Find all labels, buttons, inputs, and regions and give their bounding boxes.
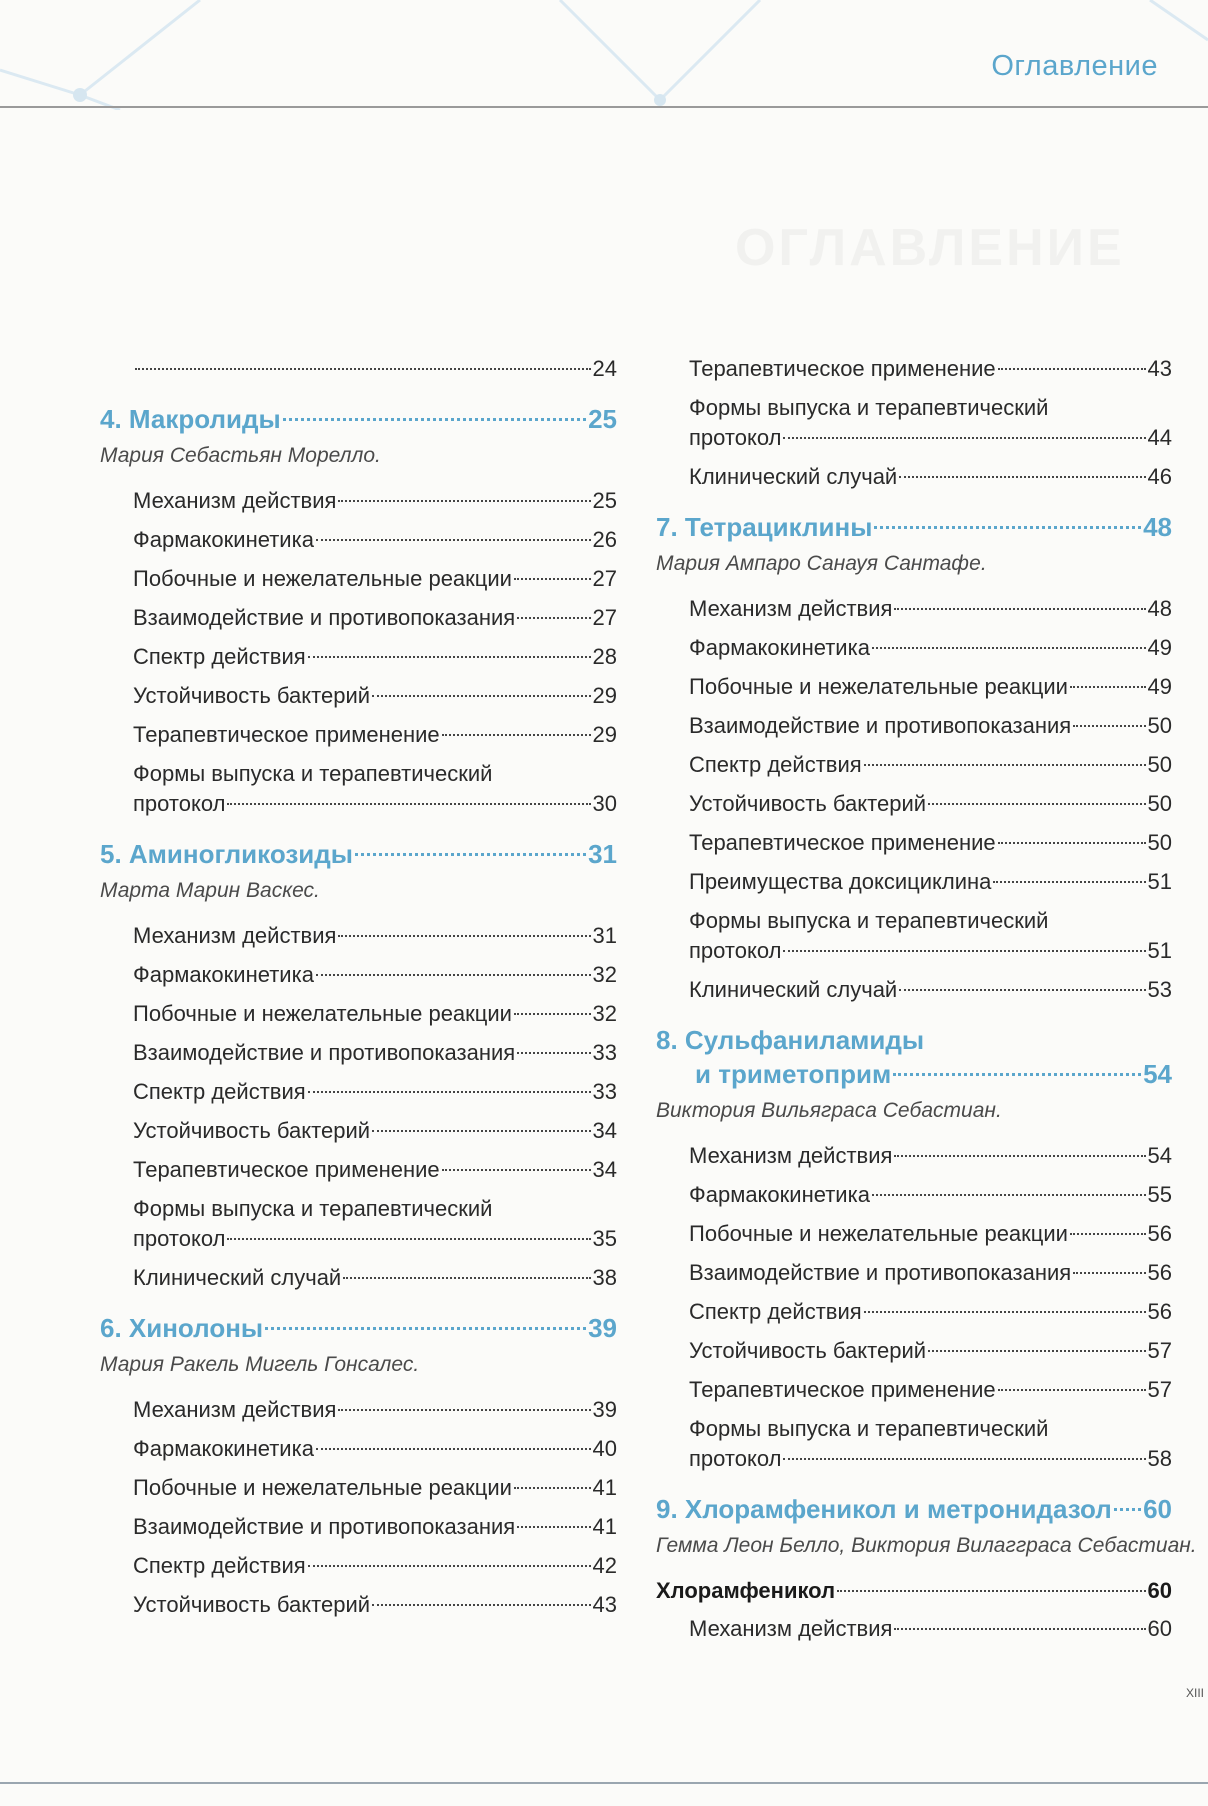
dot-leader — [864, 764, 1146, 766]
section-link[interactable] — [656, 1576, 1172, 1606]
toc-entry — [656, 789, 1172, 819]
entry-page: 54 — [1147, 1143, 1172, 1168]
chapter-author: Мария Ампаро Санауя Сантафе. — [656, 552, 987, 575]
toc-entry-link[interactable] — [133, 1116, 617, 1146]
toc-entry — [656, 1297, 1172, 1327]
entry-page: 38 — [592, 1265, 617, 1290]
dot-leader — [783, 437, 1145, 439]
dot-leader — [837, 1590, 1145, 1592]
toc-entry — [656, 750, 1172, 780]
entry-page: 60 — [1143, 1494, 1172, 1524]
toc-entry — [100, 1038, 617, 1068]
entry-page: 29 — [592, 683, 617, 708]
entry-label: Устойчивость бактерий — [133, 1118, 371, 1143]
dot-leader — [998, 842, 1146, 844]
entry-page: 50 — [1147, 830, 1172, 855]
toc-entry — [656, 1414, 1172, 1474]
dot-leader — [316, 1448, 591, 1450]
dot-leader — [783, 950, 1145, 952]
toc-entry — [100, 1551, 617, 1581]
toc-entry — [656, 1336, 1172, 1366]
chapter-author: Мария Себастьян Морелло. — [100, 444, 381, 467]
dot-leader — [338, 500, 590, 502]
chapter-title-line1: 8. Сульфаниламиды — [656, 1025, 925, 1055]
toc-entry — [656, 975, 1172, 1005]
entry-page: 43 — [592, 1592, 617, 1617]
entry-label: Спектр действия — [133, 1553, 306, 1578]
dot-leader — [316, 974, 591, 976]
toc-entry — [100, 603, 617, 633]
running-header-title: Оглавление — [991, 50, 1158, 82]
entry-page: 50 — [1147, 791, 1172, 816]
toc-entry — [100, 999, 617, 1029]
toc-entry — [100, 720, 617, 750]
toc-entry — [100, 759, 617, 819]
entry-label: Клинический случай — [689, 464, 898, 489]
toc-entry-link[interactable] — [689, 1297, 1172, 1327]
chapter-heading — [656, 510, 1172, 544]
entry-page: 53 — [1147, 977, 1172, 1002]
entry-page: 27 — [592, 566, 617, 591]
dot-leader — [308, 1091, 591, 1093]
toc-entry — [656, 633, 1172, 663]
entry-label: 4. Макролиды — [100, 404, 281, 434]
chapter-author: Марта Марин Васкес. — [100, 879, 320, 902]
dot-leader — [899, 989, 1145, 991]
toc-entry-link[interactable] — [133, 1038, 617, 1068]
toc-entry-link[interactable] — [689, 1444, 1172, 1474]
toc-entry-link[interactable] — [133, 564, 617, 594]
dot-leader — [1073, 1272, 1145, 1274]
dot-leader — [899, 476, 1145, 478]
entry-page: 50 — [1147, 713, 1172, 738]
toc-entry — [100, 681, 617, 711]
entry-label-line1: Формы выпуска и терапевтический — [689, 1416, 1049, 1441]
dot-leader — [998, 1389, 1146, 1391]
dot-leader — [372, 695, 591, 697]
dot-leader — [993, 881, 1145, 883]
toc-entry-link[interactable] — [133, 789, 617, 819]
toc-entry-link[interactable] — [133, 354, 617, 384]
entry-page: 60 — [1147, 1578, 1172, 1603]
entry-label: протокол — [133, 791, 226, 816]
toc-entry-link[interactable] — [133, 486, 617, 516]
entry-page: 33 — [592, 1040, 617, 1065]
entry-page: 56 — [1147, 1221, 1172, 1246]
toc-entry-link[interactable] — [689, 711, 1172, 741]
toc-entry-link[interactable] — [689, 1375, 1172, 1405]
entry-page: 34 — [592, 1118, 617, 1143]
dot-leader — [442, 1169, 591, 1171]
dot-leader — [517, 1526, 590, 1528]
section-heading — [656, 1576, 1172, 1606]
dot-leader — [135, 368, 591, 370]
entry-label: Устойчивость бактерий — [689, 1338, 927, 1363]
toc-entry — [100, 1395, 617, 1425]
entry-label: Взаимодействие и противопоказания — [689, 713, 1072, 738]
dot-leader — [893, 1073, 1141, 1076]
toc-entry — [656, 867, 1172, 897]
entry-label-line1: Формы выпуска и терапевтический — [133, 1196, 493, 1221]
toc-entry-link[interactable] — [689, 936, 1172, 966]
dot-leader — [1073, 725, 1145, 727]
chapter-heading — [100, 402, 617, 436]
entry-label: Спектр действия — [133, 644, 306, 669]
chapter-link[interactable] — [656, 1057, 1172, 1091]
entry-label: Побочные и нежелательные реакции — [133, 1475, 512, 1500]
toc-entry-link[interactable] — [689, 633, 1172, 663]
dot-leader — [372, 1604, 591, 1606]
entry-page: 56 — [1147, 1299, 1172, 1324]
dot-leader — [514, 1487, 591, 1489]
toc-entry-link[interactable] — [689, 1219, 1172, 1249]
entry-page: 54 — [1143, 1059, 1172, 1089]
dot-leader — [372, 1130, 591, 1132]
toc-entry — [100, 486, 617, 516]
toc-entry-link[interactable] — [689, 1336, 1172, 1366]
entry-label: Фармакокинетика — [133, 1436, 314, 1461]
dot-leader — [308, 1565, 591, 1567]
entry-label: Терапевтическое применение — [133, 1157, 440, 1182]
entry-page: 39 — [592, 1397, 617, 1422]
toc-entry — [100, 1194, 617, 1254]
toc-entry-link[interactable] — [133, 1512, 617, 1542]
entry-label: Преимущества доксициклина — [689, 869, 992, 894]
toc-entry-link[interactable] — [133, 1395, 617, 1425]
toc-entry-link[interactable] — [133, 921, 617, 951]
toc-entry-link[interactable] — [689, 354, 1172, 384]
dot-leader — [442, 734, 591, 736]
dot-leader — [783, 1458, 1145, 1460]
toc-entry — [100, 1116, 617, 1146]
dot-leader — [872, 647, 1146, 649]
toc-entry-link[interactable] — [133, 1155, 617, 1185]
dot-leader — [338, 935, 590, 937]
entry-page: 35 — [592, 1226, 617, 1251]
chapter-link[interactable] — [100, 837, 617, 871]
dot-leader — [514, 1013, 591, 1015]
entry-page: 33 — [592, 1079, 617, 1104]
dot-leader — [338, 1409, 590, 1411]
chapter-link[interactable] — [100, 1311, 617, 1345]
dot-leader — [316, 539, 591, 541]
entry-label: Механизм действия — [133, 488, 337, 513]
toc-entry-link[interactable] — [689, 672, 1172, 702]
entry-page: 49 — [1147, 674, 1172, 699]
entry-label: протокол — [689, 1446, 782, 1471]
toc-entry — [100, 1434, 617, 1464]
dot-leader — [894, 1628, 1145, 1630]
toc-entry-link[interactable] — [689, 594, 1172, 624]
ghost-title: ОГЛАВЛЕНИЕ — [735, 219, 1125, 277]
toc-entry-link[interactable] — [133, 525, 617, 555]
toc-entry — [100, 564, 617, 594]
entry-page: 50 — [1147, 752, 1172, 777]
toc-entry — [656, 594, 1172, 624]
toc-entry-link[interactable] — [689, 423, 1172, 453]
toc-entry-link[interactable] — [133, 1224, 617, 1254]
entry-label: Фармакокинетика — [133, 962, 314, 987]
entry-page: 25 — [592, 488, 617, 513]
toc-entry-link[interactable] — [689, 750, 1172, 780]
entry-label: Устойчивость бактерий — [689, 791, 927, 816]
entry-page: 28 — [592, 644, 617, 669]
dot-leader — [874, 526, 1141, 529]
entry-page: 31 — [588, 839, 617, 869]
page-number: XIII — [1186, 1686, 1205, 1700]
entry-label: Клинический случай — [689, 977, 898, 1002]
dot-leader — [227, 803, 590, 805]
toc-entry — [100, 1512, 617, 1542]
dot-leader — [928, 803, 1146, 805]
entry-label: Взаимодействие и противопоказания — [133, 605, 516, 630]
dot-leader — [894, 1155, 1145, 1157]
entry-label: Взаимодействие и противопоказания — [133, 1514, 516, 1539]
entry-page: 31 — [592, 923, 617, 948]
dot-leader — [998, 368, 1146, 370]
dot-leader — [308, 656, 591, 658]
entry-page: 42 — [592, 1553, 617, 1578]
toc-entry — [656, 672, 1172, 702]
toc-column-right — [656, 354, 1197, 1653]
entry-page: 26 — [592, 527, 617, 552]
entry-label: Клинический случай — [133, 1265, 342, 1290]
toc-entry — [100, 642, 617, 672]
entry-label: Побочные и нежелательные реакции — [689, 1221, 1068, 1246]
entry-page: 43 — [1147, 356, 1172, 381]
entry-label: Механизм действия — [689, 596, 893, 621]
toc-entry-link[interactable] — [689, 1614, 1172, 1644]
entry-label: Механизм действия — [133, 923, 337, 948]
entry-label: Побочные и нежелательные реакции — [133, 566, 512, 591]
toc-entry-link[interactable] — [689, 1258, 1172, 1288]
dot-leader — [265, 1327, 586, 1330]
entry-page: 34 — [592, 1157, 617, 1182]
toc-entry-link[interactable] — [689, 462, 1172, 492]
entry-page: 48 — [1143, 512, 1172, 542]
entry-label: Хлорамфеникол — [656, 1578, 836, 1603]
toc-entry — [100, 1263, 617, 1293]
chapter-author: Мария Ракель Мигель Гонсалес. — [100, 1353, 420, 1376]
dot-leader — [928, 1350, 1146, 1352]
entry-page: 32 — [592, 1001, 617, 1026]
entry-label: Терапевтическое применение — [689, 1377, 996, 1402]
entry-page: 32 — [592, 962, 617, 987]
entry-page: 41 — [592, 1475, 617, 1500]
toc-entry — [656, 906, 1172, 966]
toc-entry-link[interactable] — [133, 1551, 617, 1581]
toc-entry-link[interactable] — [689, 975, 1172, 1005]
entry-label: Фармакокинетика — [689, 635, 870, 660]
dot-leader — [517, 1052, 590, 1054]
dot-leader — [872, 1194, 1146, 1196]
entry-label: и триметоприм — [695, 1059, 892, 1089]
chapter-link[interactable] — [100, 402, 617, 436]
entry-page: 39 — [588, 1313, 617, 1343]
entry-label: Побочные и нежелательные реакции — [689, 674, 1068, 699]
entry-page: 55 — [1147, 1182, 1172, 1207]
entry-page: 44 — [1147, 425, 1172, 450]
toc-entry — [100, 1590, 617, 1620]
toc-entry-link[interactable] — [133, 603, 617, 633]
entry-label-line1: Формы выпуска и терапевтический — [689, 908, 1049, 933]
toc-entry-link[interactable] — [133, 681, 617, 711]
entry-label: Механизм действия — [689, 1143, 893, 1168]
dot-leader — [1114, 1508, 1141, 1511]
entry-label: 5. Аминогликозиды — [100, 839, 353, 869]
dot-leader — [355, 853, 586, 856]
toc-entry — [100, 1473, 617, 1503]
toc-entry-link[interactable] — [133, 1077, 617, 1107]
toc-entry-link[interactable] — [689, 867, 1172, 897]
entry-label: Побочные и нежелательные реакции — [133, 1001, 512, 1026]
dot-leader — [227, 1238, 590, 1240]
chapter-heading — [656, 1492, 1172, 1526]
entry-label-line1: Формы выпуска и терапевтический — [689, 395, 1049, 420]
toc-column-left — [100, 354, 617, 1629]
toc-entry-link[interactable] — [133, 960, 617, 990]
chapter-author: Гемма Леон Белло, Виктория Вилагграса Себастиан. — [656, 1534, 1197, 1557]
chapter-link[interactable] — [656, 1492, 1172, 1526]
entry-page: 51 — [1147, 938, 1172, 963]
entry-label: Фармакокинетика — [133, 527, 314, 552]
entry-label-line1: Формы выпуска и терапевтический — [133, 761, 493, 786]
entry-page: 25 — [588, 404, 617, 434]
footer-rule — [0, 1782, 1208, 1784]
entry-page: 48 — [1147, 596, 1172, 621]
entry-label: Спектр действия — [689, 1299, 862, 1324]
toc-entry — [656, 711, 1172, 741]
toc-entry-link[interactable] — [133, 999, 617, 1029]
entry-label: Фармакокинетика — [689, 1182, 870, 1207]
header-rule — [0, 106, 1208, 108]
entry-label: 7. Тетрациклины — [656, 512, 873, 542]
toc-entry — [656, 828, 1172, 858]
entry-page: 24 — [592, 356, 617, 381]
entry-page: 49 — [1147, 635, 1172, 660]
chapter-heading — [656, 1023, 1172, 1091]
entry-label: 9. Хлорамфеникол и метронидазол — [656, 1494, 1112, 1524]
dot-leader — [517, 617, 590, 619]
entry-page: 57 — [1147, 1338, 1172, 1363]
entry-label: Терапевтическое применение — [689, 830, 996, 855]
toc-entry — [100, 960, 617, 990]
toc-entry-link[interactable] — [133, 1473, 617, 1503]
dot-leader — [1070, 686, 1146, 688]
toc-entry-link[interactable] — [689, 828, 1172, 858]
entry-label: Спектр действия — [689, 752, 862, 777]
toc-entry — [656, 393, 1172, 453]
dot-leader — [864, 1311, 1146, 1313]
chapter-heading — [100, 1311, 617, 1345]
toc-entry — [656, 354, 1172, 384]
chapter-link[interactable] — [656, 510, 1172, 544]
chapter-author: Виктория Вильяграса Себастиан. — [656, 1099, 1002, 1122]
entry-page: 56 — [1147, 1260, 1172, 1285]
toc-entry — [656, 1375, 1172, 1405]
toc-entry-link[interactable] — [133, 1434, 617, 1464]
toc-entry-link[interactable] — [133, 720, 617, 750]
toc-entry-link[interactable] — [133, 642, 617, 672]
toc-entry — [100, 354, 617, 384]
entry-page: 41 — [592, 1514, 617, 1539]
toc-entry — [100, 1077, 617, 1107]
entry-label: Устойчивость бактерий — [133, 1592, 371, 1617]
chapter-heading — [100, 837, 617, 871]
entry-label: Взаимодействие и противопоказания — [689, 1260, 1072, 1285]
toc-entry — [100, 1155, 617, 1185]
entry-label: Устойчивость бактерий — [133, 683, 371, 708]
toc-entry-link[interactable] — [133, 1263, 617, 1293]
entry-label: Механизм действия — [133, 1397, 337, 1422]
entry-page: 30 — [592, 791, 617, 816]
entry-page: 57 — [1147, 1377, 1172, 1402]
toc-entry — [100, 921, 617, 951]
entry-page: 27 — [592, 605, 617, 630]
entry-label: Механизм действия — [689, 1616, 893, 1641]
toc-entry — [656, 1141, 1172, 1171]
toc-entry — [656, 1258, 1172, 1288]
entry-page: 46 — [1147, 464, 1172, 489]
entry-label: Терапевтическое применение — [689, 356, 996, 381]
entry-page: 29 — [592, 722, 617, 747]
entry-label: Терапевтическое применение — [133, 722, 440, 747]
dot-leader — [343, 1277, 590, 1279]
entry-label: 6. Хинолоны — [100, 1313, 264, 1343]
toc-entry — [656, 1614, 1172, 1644]
entry-page: 58 — [1147, 1446, 1172, 1471]
dot-leader — [894, 608, 1145, 610]
entry-label: протокол — [689, 938, 782, 963]
entry-label: протокол — [689, 425, 782, 450]
toc-entry — [656, 1219, 1172, 1249]
dot-leader — [514, 578, 591, 580]
entry-label: протокол — [133, 1226, 226, 1251]
dot-leader — [1070, 1233, 1146, 1235]
toc-entry-link[interactable] — [133, 1590, 617, 1620]
entry-page: 51 — [1147, 869, 1172, 894]
entry-label: Спектр действия — [133, 1079, 306, 1104]
entry-label: Взаимодействие и противопоказания — [133, 1040, 516, 1065]
toc-entry — [656, 1180, 1172, 1210]
toc-entry — [100, 525, 617, 555]
toc-entry-link[interactable] — [689, 789, 1172, 819]
toc-entry-link[interactable] — [689, 1180, 1172, 1210]
entry-page: 40 — [592, 1436, 617, 1461]
dot-leader — [283, 418, 586, 421]
toc-entry — [656, 462, 1172, 492]
entry-page: 60 — [1147, 1616, 1172, 1641]
toc-entry-link[interactable] — [689, 1141, 1172, 1171]
